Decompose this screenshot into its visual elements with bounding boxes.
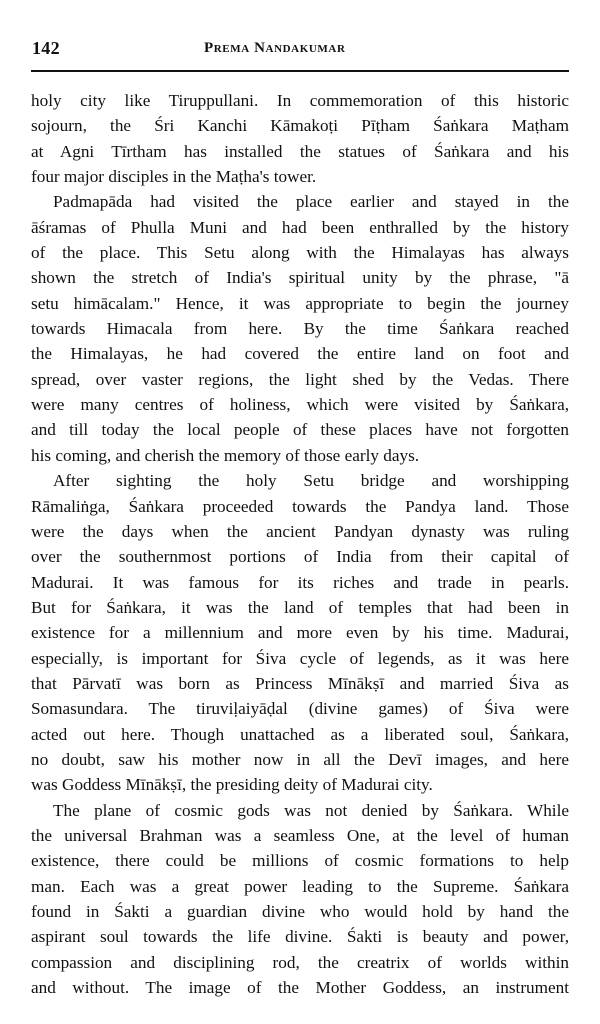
text-line: spread, over vaster regions, the light shed by the Vedas. There — [31, 369, 569, 389]
text-line: Padmapāda had visited the place earlier and stayed in the — [53, 192, 569, 212]
text-line: sojourn, the Śri Kanchi Kāmakoṭi Pīṭham Śaṅkara Maṭham — [31, 116, 569, 136]
text-line: at Agni Tīrtham has installed the statues of Śaṅkara and his — [31, 141, 569, 161]
text-line: Rāmaliṅga, Śaṅkara proceeded towards the Pandya land. Those — [31, 496, 569, 516]
text-line: existence for a millennium and more even by his time. Madurai, — [31, 623, 569, 643]
text-line: were many centres of holiness, which were visited by Śaṅkara, — [31, 395, 569, 415]
text-line: But for Śaṅkara, it was the land of temples that had been in — [31, 597, 569, 617]
text-line: of the place. This Setu along with the Himalayas has always — [31, 243, 569, 263]
text-line: After sighting the holy Setu bridge and worshipping — [53, 471, 569, 491]
text-line: Somasundara. The tiruviḷaiyāḍal (divine games) of Śiva were — [31, 699, 569, 719]
text-line: over the southernmost portions of India from their capital of — [31, 547, 569, 567]
text-line: that Pārvatī was born as Princess Mīnākṣī and married Śiva as — [31, 673, 569, 693]
text-line: and without. The image of the Mother Goddess, an instrument — [31, 978, 569, 998]
text-line: Madurai. It was famous for its riches and trade in pearls. — [31, 572, 569, 592]
text-line: the Himalayas, he had covered the entire land on foot and — [31, 344, 569, 364]
text-line: were the days when the ancient Pandyan dynasty was ruling — [31, 521, 569, 541]
text-line: acted out here. Though unattached as a liberated soul, Śaṅkara, — [31, 724, 569, 744]
page-number: 142 — [32, 38, 60, 58]
text-line: was Goddess Mīnākṣī, the presiding deity of Madurai city. — [31, 775, 433, 795]
text-line: aspirant soul towards the life divine. Śakti is beauty and power, — [31, 927, 569, 947]
text-line: shown the stretch of India's spiritual unity by the phrase, "ā — [31, 268, 569, 288]
running-head: Prema Nandakumar — [204, 40, 346, 56]
text-line: found in Śakti a guardian divine who would hold by hand the — [31, 902, 569, 921]
text-line: existence, there could be millions of cosmic formations to help — [31, 851, 569, 871]
text-line: setu himācalam." Hence, it was appropriate to begin the journey — [31, 293, 569, 313]
text-line: four major disciples in the Maṭha's tower. — [31, 167, 317, 187]
text-line: man. Each was a great power leading to the Supreme. Śaṅkara — [31, 876, 569, 896]
text-line: towards Himacala from here. By the time Śaṅkara reached — [31, 319, 569, 339]
body-text — [31, 88, 569, 1000]
text-line: compassion and disciplining rod, the creatrix of worlds within — [31, 952, 569, 972]
text-line: and till today the local people of these places have not forgotten — [31, 420, 569, 440]
page-header — [31, 36, 569, 72]
text-line: especially, is important for Śiva cycle of legends, as it was here — [31, 648, 569, 668]
text-line: his coming, and cherish the memory of those early days. — [31, 445, 420, 465]
text-line: no doubt, saw his mother now in all the Devī images, and here — [31, 749, 569, 769]
text-line: holy city like Tiruppullani. In commemoration of this historic — [31, 91, 569, 110]
text-line: the universal Brahman was a seamless One, at the level of human — [31, 825, 569, 845]
text-line: āśramas of Phulla Muni and had been enthralled by the history — [31, 217, 569, 237]
text-line: The plane of cosmic gods was not denied by Śaṅkara. While — [53, 800, 569, 820]
